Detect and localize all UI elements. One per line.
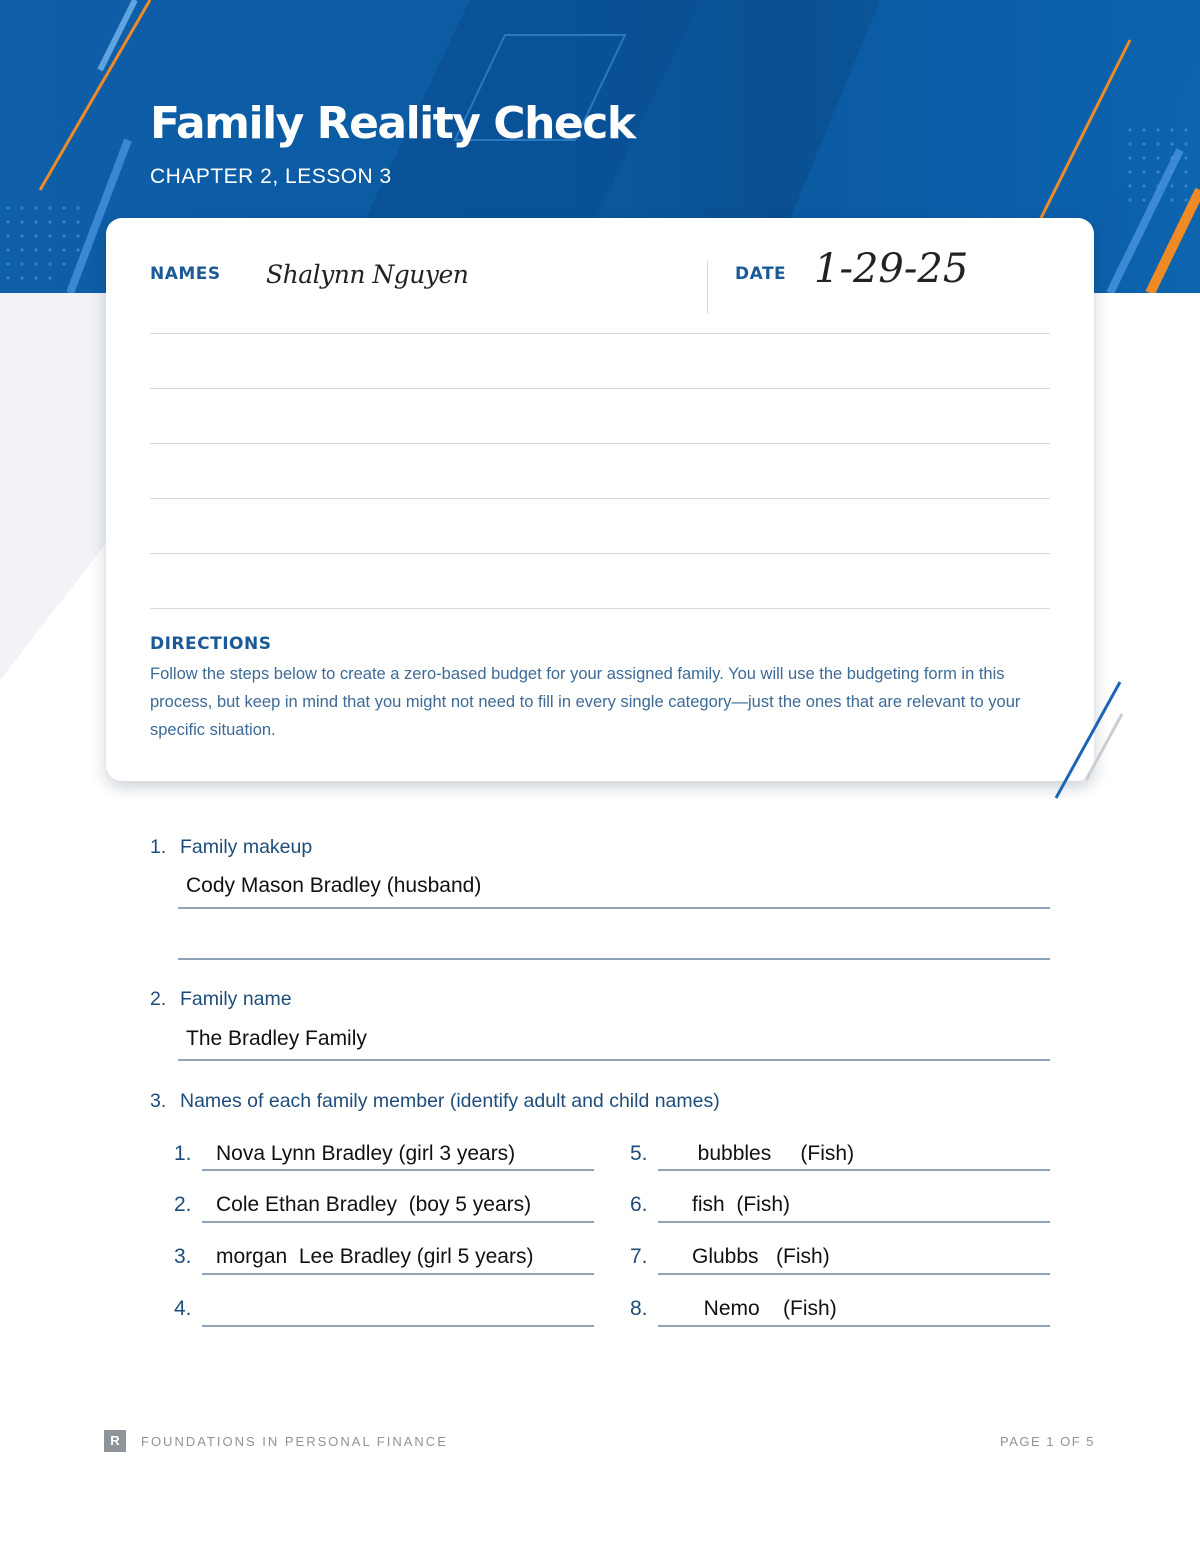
- family-name-answer[interactable]: The Bradley Family: [186, 1027, 367, 1050]
- names-label: NAMES: [150, 264, 221, 284]
- directions-text: Follow the steps below to create a zero-based budget for your assigned family. You will use the budgeting form in this process, but keep in mind that you might not need to fill in every single category—just the ones that are relevant to your specific situation.: [150, 665, 1021, 739]
- family-makeup-line-2[interactable]: [178, 958, 1050, 960]
- page-subtitle: CHAPTER 2, LESSON 3: [150, 165, 392, 188]
- names-value[interactable]: Shalynn Nguyen: [266, 260, 469, 289]
- member-number: 3.: [174, 1245, 192, 1268]
- member-number: 4.: [174, 1297, 192, 1320]
- question-number: 3.: [150, 1090, 167, 1112]
- member-name[interactable]: fish (Fish): [692, 1193, 791, 1216]
- member-name[interactable]: bubbles (Fish): [686, 1142, 855, 1165]
- footer-course-name: FOUNDATIONS IN PERSONAL FINANCE: [141, 1434, 448, 1449]
- question-1: [150, 836, 312, 859]
- member-number: 7.: [630, 1245, 648, 1268]
- names-line[interactable]: [150, 443, 1050, 444]
- question-3: [150, 1090, 720, 1113]
- names-line[interactable]: [150, 498, 1050, 499]
- family-makeup-answer[interactable]: Cody Mason Bradley (husband): [186, 874, 482, 897]
- member-line[interactable]: [658, 1221, 1050, 1223]
- directions-label: DIRECTIONS: [150, 634, 272, 654]
- date-value[interactable]: 1-29-25: [814, 246, 969, 292]
- names-line[interactable]: [150, 553, 1050, 554]
- card-corner-decoration: [1040, 670, 1140, 810]
- member-name[interactable]: morgan Lee Bradley (girl 5 years): [216, 1245, 534, 1268]
- member-number: 6.: [630, 1193, 648, 1216]
- question-label: Names of each family member (identify adult and child names): [180, 1090, 720, 1112]
- member-name[interactable]: Glubbs (Fish): [692, 1245, 830, 1268]
- member-number: 1.: [174, 1142, 192, 1165]
- names-line[interactable]: [150, 388, 1050, 389]
- question-label: Family name: [180, 988, 292, 1010]
- date-label: DATE: [735, 264, 787, 284]
- member-line[interactable]: [202, 1273, 594, 1275]
- page-title: Family Reality Check: [150, 98, 635, 149]
- member-number: 5.: [630, 1142, 648, 1165]
- member-line[interactable]: [202, 1325, 594, 1327]
- question-label: Family makeup: [180, 836, 313, 858]
- family-name-line[interactable]: [178, 1059, 1050, 1061]
- member-number: 2.: [174, 1193, 192, 1216]
- member-line[interactable]: [658, 1273, 1050, 1275]
- question-number: 1.: [150, 836, 167, 858]
- member-name[interactable]: Cole Ethan Bradley (boy 5 years): [216, 1193, 532, 1216]
- member-line[interactable]: [202, 1169, 594, 1171]
- footer-logo-icon: R: [104, 1430, 126, 1452]
- member-line[interactable]: [658, 1325, 1050, 1327]
- names-date-divider: [707, 261, 708, 314]
- names-line[interactable]: [150, 608, 1050, 609]
- member-line[interactable]: [202, 1221, 594, 1223]
- question-2: [150, 988, 292, 1011]
- names-line[interactable]: [150, 333, 1050, 334]
- family-makeup-line-1[interactable]: [178, 907, 1050, 909]
- info-card: [106, 218, 1094, 781]
- member-line[interactable]: [658, 1169, 1050, 1171]
- footer-page-number: PAGE 1 OF 5: [999, 1434, 1095, 1449]
- member-number: 8.: [630, 1297, 648, 1320]
- member-name[interactable]: Nova Lynn Bradley (girl 3 years): [216, 1142, 516, 1165]
- question-number: 2.: [150, 988, 167, 1010]
- member-name[interactable]: Nemo (Fish): [692, 1297, 837, 1320]
